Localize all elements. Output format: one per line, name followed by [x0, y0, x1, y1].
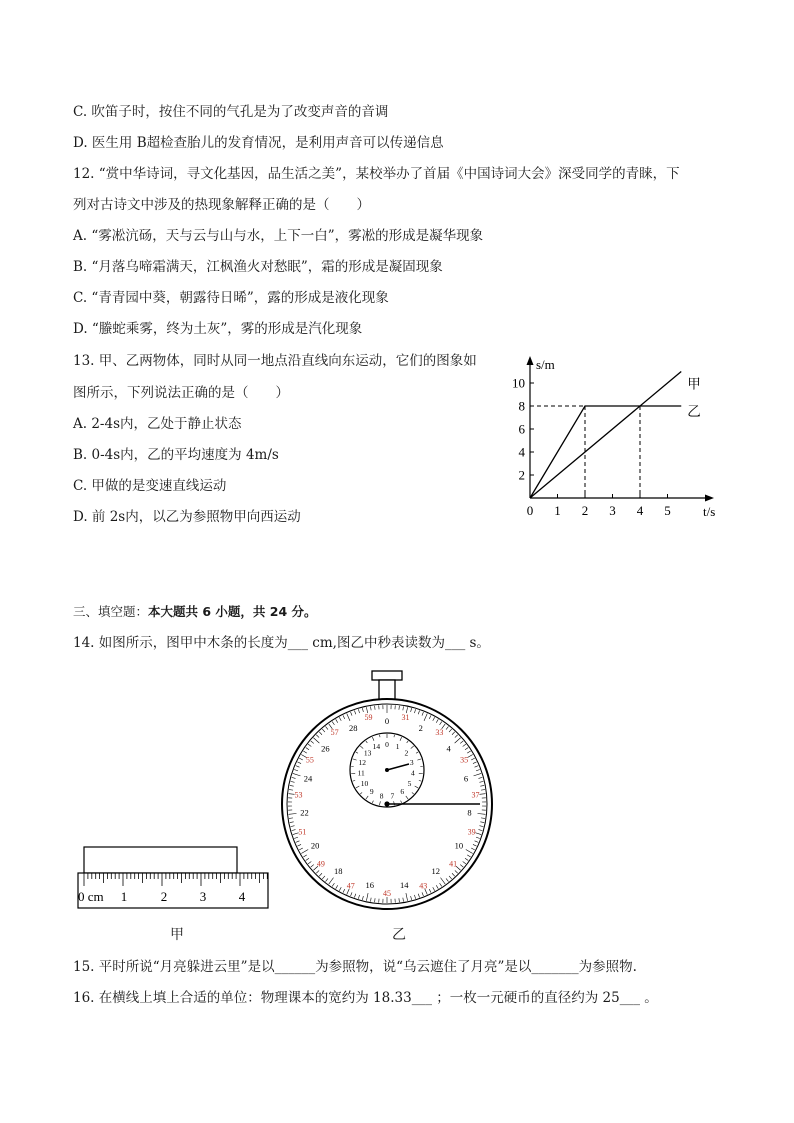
inner-label: 12: [358, 757, 367, 767]
outer-label-red: 37: [471, 790, 480, 800]
inner-label: 1: [395, 742, 400, 752]
q12-option-d: D. “螣蛇乘雾，终为土灰”，雾的形成是汽化现象: [73, 321, 363, 337]
second-hand-pivot: [384, 801, 389, 806]
outer-label-black: 28: [348, 723, 358, 734]
q13-option-a: A. 2-4s内，乙处于静止状态: [73, 416, 242, 432]
ruler-label-1: 1: [120, 889, 128, 904]
ruler-label-2: 2: [160, 889, 168, 904]
ruler-zero-label: 0 cm: [78, 889, 104, 904]
outer-label-black: 12: [431, 866, 441, 877]
option-c-q11: C. 吹笛子时，按住不同的气孔是为了改变声音的音调: [73, 104, 389, 120]
q13-option-c: C. 甲做的是变速直线运动: [73, 478, 227, 494]
outer-label-black: 20: [310, 840, 320, 851]
q13-option-b: B. 0-4s内，乙的平均速度为 4m/s: [73, 447, 279, 463]
outer-label-red: 59: [364, 712, 373, 722]
inner-label: 6: [400, 787, 405, 797]
stopwatch-figure: [278, 668, 498, 923]
outer-label-red: 57: [330, 727, 339, 737]
series-group: [530, 372, 701, 499]
st-graph: [500, 350, 730, 525]
inner-label: 8: [379, 791, 384, 801]
outer-label-red: 35: [460, 755, 469, 765]
ruler-label-4: 4: [238, 889, 246, 904]
series-label: 乙: [687, 404, 701, 419]
stopwatch-stem: [379, 680, 395, 700]
stopwatch-caption: 乙: [392, 927, 406, 943]
y-tick-label: 10: [512, 375, 525, 391]
ruler-caption: 甲: [170, 927, 184, 943]
outer-label-red: 47: [346, 881, 355, 891]
q13-stem-1: 13. 甲、乙两物体，同时从同一地点沿直线向东运动，它们的图象如: [73, 353, 477, 369]
section-title: 三、填空题：: [73, 604, 149, 619]
outer-label-red: 31: [401, 712, 410, 722]
outer-label-black: 24: [303, 773, 313, 784]
y-tick-label: 2: [518, 467, 525, 483]
outer-label-red: 53: [294, 790, 303, 800]
outer-label-red: 39: [467, 827, 476, 837]
outer-label-red: 51: [298, 827, 307, 837]
outer-label-black: 4: [446, 743, 451, 754]
series-line-jia: [530, 372, 681, 499]
q12-stem-2: 列对古诗文中涉及的热现象解释正确的是（ ）: [73, 197, 370, 213]
outer-label-black: 0: [384, 716, 390, 726]
q12-option-b: B. “月落乌啼霜满天，江枫渔火对愁眠”，霜的形成是凝固现象: [73, 259, 443, 275]
x-tick-label: 4: [636, 503, 644, 518]
inner-label: 10: [360, 779, 369, 788]
graph-axes: [527, 356, 715, 502]
inner-label: 5: [407, 779, 412, 788]
inner-label: 7: [390, 791, 395, 801]
q12-stem-1: 12. “赏中华诗词，寻文化基因，品生活之美”，某校举办了首届《中国诗词大会》深受同学的青睐，下: [73, 166, 680, 182]
outer-label-red: 33: [435, 727, 444, 737]
inner-label: 14: [372, 742, 381, 752]
outer-label-red: 43: [419, 881, 428, 891]
section-detail: 本大题共 6 小题，共 24 分。: [148, 604, 317, 619]
y-tick-label: 8: [518, 398, 525, 414]
ruler-label-3: 3: [199, 889, 207, 904]
outer-label-red: 49: [316, 859, 325, 869]
outer-label-black: 8: [467, 807, 472, 818]
inner-label: 3: [409, 757, 414, 767]
outer-label-black: 14: [400, 880, 409, 891]
inner-label: 9: [369, 787, 374, 797]
outer-label-black: 6: [463, 773, 469, 784]
series-line-yi: [530, 406, 681, 498]
outer-label-black: 10: [454, 840, 464, 851]
outer-label-red: 45: [383, 889, 391, 898]
section-heading: [73, 603, 317, 621]
option-d-q11: D. 医生用 B超检查胎儿的发育情况，是利用声音可以传递信息: [73, 135, 444, 151]
inner-label: 2: [404, 748, 409, 758]
y-tick-label: 4: [518, 444, 525, 460]
outer-label-red: 41: [449, 859, 458, 869]
outer-label-black: 22: [300, 807, 309, 818]
outer-label-black: 16: [365, 880, 374, 891]
inner-label: 0: [385, 740, 389, 749]
series-label: 甲: [687, 376, 701, 392]
ruler-figure: [72, 842, 277, 912]
q13-stem-2: 图所示，下列说法正确的是（ ）: [73, 385, 289, 401]
outer-label-black: 18: [333, 866, 343, 877]
wood-strip: [84, 847, 237, 873]
q15-stem: 15. 平时所说“月亮躲进云里”是以______为参照物，说“乌云遮住了月亮”是以_______为参照物.: [73, 959, 637, 975]
q12-option-a: A. “雾凇沆砀，天与云与山与水，上下一白”，雾凇的形成是凝华现象: [73, 228, 484, 244]
q13-option-d: D. 前 2s内，以乙为参照物甲向西运动: [73, 509, 301, 525]
x-tick-label: 1: [554, 503, 561, 518]
q16-stem: 16. 在横线上填上合适的单位：物理课本的宽约为 18.33___ ；一枚一元硬币的直径约为 25___ 。: [73, 990, 658, 1006]
x-tick-label: 5: [664, 503, 671, 518]
inner-label: 11: [357, 768, 365, 778]
q12-option-c: C. “青青园中葵，朝露待日晞”，露的形成是液化现象: [73, 290, 389, 306]
outer-label-black: 2: [418, 723, 423, 734]
outer-label-black: 26: [321, 743, 330, 754]
y-axis-label: s/m: [536, 357, 555, 372]
x-axis-label: t/s: [703, 504, 716, 519]
x-tick-label: 3: [609, 503, 616, 518]
inner-label: 4: [410, 768, 415, 778]
inner-label: 13: [363, 748, 372, 758]
x-tick-label: 2: [581, 503, 589, 518]
minute-hand-pivot: [385, 768, 389, 772]
q14-stem: 14. 如图所示，图甲中木条的长度为___ cm,图乙中秒表读数为___ s。: [73, 635, 490, 651]
y-tick-label: 6: [518, 421, 525, 437]
x-tick-label: 0: [526, 503, 534, 518]
stopwatch-crown: [372, 671, 402, 680]
outer-label-red: 55: [305, 755, 314, 765]
